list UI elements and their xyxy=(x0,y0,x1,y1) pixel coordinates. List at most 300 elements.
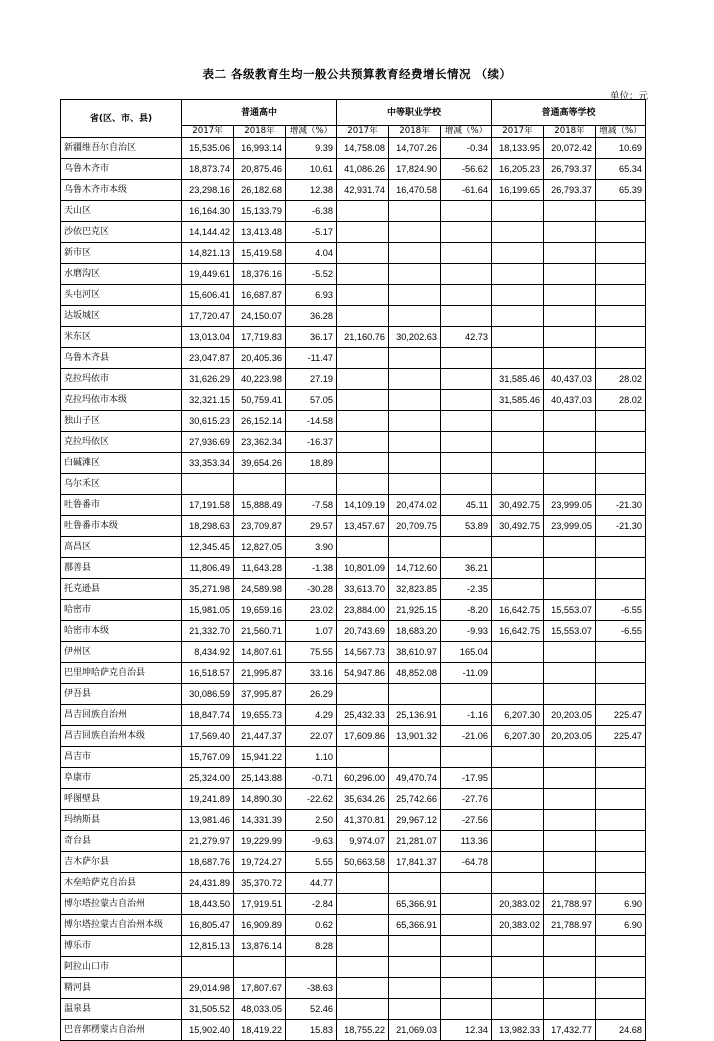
he-change-cell xyxy=(596,558,646,579)
hs-change-cell: 15.83 xyxy=(286,1020,337,1041)
he-2017-cell: 16,642.75 xyxy=(492,621,544,642)
hs-change-cell: 27.19 xyxy=(286,369,337,390)
voc-change-cell: -61.64 xyxy=(441,180,492,201)
voc-2017-cell: 18,755.22 xyxy=(337,1020,389,1041)
table-row xyxy=(61,411,646,432)
table-row xyxy=(61,705,646,726)
table-row xyxy=(61,348,646,369)
voc-2018-cell: 65,366.91 xyxy=(389,915,441,936)
hs-2018-cell: 17,807.67 xyxy=(234,978,286,999)
voc-2017-cell xyxy=(337,537,389,558)
hs-change-cell: 2.50 xyxy=(286,810,337,831)
voc-2018-cell xyxy=(389,306,441,327)
hs-2018-cell: 19,229.99 xyxy=(234,831,286,852)
he-change-cell xyxy=(596,789,646,810)
he-2017-cell xyxy=(492,558,544,579)
hs-2018-cell xyxy=(234,957,286,978)
he-2018-cell xyxy=(544,327,596,348)
voc-2018-cell: 17,841.37 xyxy=(389,852,441,873)
voc-change-cell xyxy=(441,390,492,411)
he-2018-cell xyxy=(544,285,596,306)
region-name-cell: 呼图壁县 xyxy=(61,789,182,810)
voc-change-cell: -0.34 xyxy=(441,138,492,159)
he-2017-cell xyxy=(492,579,544,600)
hs-change-cell: -9.63 xyxy=(286,831,337,852)
region-name-cell: 昌吉市 xyxy=(61,747,182,768)
table-row xyxy=(61,558,646,579)
he-change-cell xyxy=(596,936,646,957)
hs-change-cell: 23.02 xyxy=(286,600,337,621)
hs-2018-cell: 13,413.48 xyxy=(234,222,286,243)
voc-2017-cell: 10,801.09 xyxy=(337,558,389,579)
sub-header-change: 增减（%） xyxy=(596,126,646,138)
he-2017-cell xyxy=(492,243,544,264)
he-2018-cell xyxy=(544,831,596,852)
voc-2018-cell xyxy=(389,222,441,243)
he-change-cell xyxy=(596,432,646,453)
hs-2017-cell: 18,298.63 xyxy=(182,516,234,537)
voc-2018-cell xyxy=(389,957,441,978)
voc-change-cell xyxy=(441,873,492,894)
he-2017-cell xyxy=(492,852,544,873)
voc-2017-cell xyxy=(337,222,389,243)
hs-2017-cell: 12,815.13 xyxy=(182,936,234,957)
he-2017-cell xyxy=(492,285,544,306)
region-name-cell: 独山子区 xyxy=(61,411,182,432)
voc-change-cell: -2.35 xyxy=(441,579,492,600)
table-row xyxy=(61,327,646,348)
voc-change-cell xyxy=(441,999,492,1020)
he-2017-cell xyxy=(492,684,544,705)
region-name-cell: 吐鲁番市 xyxy=(61,495,182,516)
hs-change-cell: 75.55 xyxy=(286,642,337,663)
he-2018-cell xyxy=(544,348,596,369)
voc-2018-cell: 20,474.02 xyxy=(389,495,441,516)
hs-change-cell: 3.90 xyxy=(286,537,337,558)
he-2018-cell xyxy=(544,810,596,831)
table-row xyxy=(61,306,646,327)
voc-2017-cell xyxy=(337,348,389,369)
he-2018-cell xyxy=(544,747,596,768)
voc-2018-cell xyxy=(389,390,441,411)
hs-2018-cell: 15,133.79 xyxy=(234,201,286,222)
he-2018-cell xyxy=(544,264,596,285)
sub-header-change: 增减（%） xyxy=(286,126,337,138)
voc-2017-cell: 42,931.74 xyxy=(337,180,389,201)
hs-2017-cell: 24,431.89 xyxy=(182,873,234,894)
hs-2017-cell: 16,805.47 xyxy=(182,915,234,936)
he-2017-cell: 13,982.33 xyxy=(492,1020,544,1041)
hs-2018-cell: 23,362.34 xyxy=(234,432,286,453)
he-2017-cell xyxy=(492,264,544,285)
voc-2017-cell xyxy=(337,894,389,915)
voc-2017-cell xyxy=(337,936,389,957)
hs-2018-cell: 21,995.87 xyxy=(234,663,286,684)
he-2017-cell xyxy=(492,768,544,789)
voc-2017-cell: 33,613.70 xyxy=(337,579,389,600)
region-column-header: 省(区、市、县) xyxy=(61,100,182,138)
voc-2017-cell xyxy=(337,999,389,1020)
hs-2017-cell: 35,271.98 xyxy=(182,579,234,600)
he-2018-cell xyxy=(544,243,596,264)
hs-2018-cell: 16,687.87 xyxy=(234,285,286,306)
table-row xyxy=(61,978,646,999)
hs-2017-cell: 27,936.69 xyxy=(182,432,234,453)
voc-2018-cell: 14,707.26 xyxy=(389,138,441,159)
he-2018-cell xyxy=(544,684,596,705)
he-2018-cell xyxy=(544,789,596,810)
hs-change-cell: 4.29 xyxy=(286,705,337,726)
hs-2017-cell: 19,241.89 xyxy=(182,789,234,810)
voc-change-cell xyxy=(441,684,492,705)
voc-2018-cell xyxy=(389,999,441,1020)
voc-change-cell xyxy=(441,432,492,453)
he-2018-cell xyxy=(544,201,596,222)
region-name-cell: 哈密市本级 xyxy=(61,621,182,642)
he-change-cell xyxy=(596,474,646,495)
he-2018-cell xyxy=(544,558,596,579)
hs-2017-cell: 15,606.41 xyxy=(182,285,234,306)
voc-2018-cell xyxy=(389,873,441,894)
hs-2017-cell: 25,324.00 xyxy=(182,768,234,789)
hs-2018-cell: 19,655.73 xyxy=(234,705,286,726)
hs-2018-cell: 18,419.22 xyxy=(234,1020,286,1041)
he-change-cell: -21.30 xyxy=(596,495,646,516)
he-change-cell xyxy=(596,642,646,663)
hs-change-cell: -7.58 xyxy=(286,495,337,516)
he-2018-cell xyxy=(544,873,596,894)
he-2017-cell: 20,383.02 xyxy=(492,894,544,915)
table-row xyxy=(61,159,646,180)
voc-2017-cell: 41,086.26 xyxy=(337,159,389,180)
he-change-cell: 6.90 xyxy=(596,894,646,915)
hs-2017-cell: 18,443.50 xyxy=(182,894,234,915)
table-row xyxy=(61,789,646,810)
sub-header-2017: 2017年 xyxy=(182,126,234,138)
table-row xyxy=(61,285,646,306)
hs-2017-cell: 30,615.23 xyxy=(182,411,234,432)
table-row xyxy=(61,621,646,642)
voc-2017-cell xyxy=(337,453,389,474)
hs-change-cell: 9.39 xyxy=(286,138,337,159)
region-name-cell: 伊州区 xyxy=(61,642,182,663)
region-name-cell: 克拉玛依市本级 xyxy=(61,390,182,411)
he-2017-cell xyxy=(492,999,544,1020)
sub-header-2017: 2017年 xyxy=(337,126,389,138)
he-change-cell xyxy=(596,684,646,705)
hs-2018-cell: 17,719.83 xyxy=(234,327,286,348)
he-change-cell xyxy=(596,873,646,894)
voc-2017-cell: 35,634.26 xyxy=(337,789,389,810)
he-2017-cell xyxy=(492,537,544,558)
he-2018-cell: 23,999.05 xyxy=(544,516,596,537)
table-row xyxy=(61,432,646,453)
table-row xyxy=(61,726,646,747)
region-name-cell: 鄯善县 xyxy=(61,558,182,579)
voc-change-cell: 53.89 xyxy=(441,516,492,537)
he-2018-cell xyxy=(544,936,596,957)
region-name-cell: 巴里坤哈萨克自治县 xyxy=(61,663,182,684)
voc-change-cell xyxy=(441,264,492,285)
table-row xyxy=(61,642,646,663)
voc-2017-cell xyxy=(337,957,389,978)
voc-change-cell: 45.11 xyxy=(441,495,492,516)
voc-change-cell: -56.62 xyxy=(441,159,492,180)
hs-2018-cell: 15,941.22 xyxy=(234,747,286,768)
voc-2017-cell: 25,432.33 xyxy=(337,705,389,726)
hs-change-cell: -5.17 xyxy=(286,222,337,243)
hs-2017-cell: 14,821.13 xyxy=(182,243,234,264)
hs-2018-cell: 15,888.49 xyxy=(234,495,286,516)
region-name-cell: 克拉玛依区 xyxy=(61,432,182,453)
he-2018-cell: 20,203.05 xyxy=(544,726,596,747)
voc-2018-cell xyxy=(389,243,441,264)
he-2018-cell xyxy=(544,222,596,243)
voc-change-cell xyxy=(441,243,492,264)
unit-label: 单位：元 xyxy=(609,91,648,102)
hs-change-cell: 4.04 xyxy=(286,243,337,264)
he-2018-cell: 15,553.07 xyxy=(544,600,596,621)
he-2018-cell: 15,553.07 xyxy=(544,621,596,642)
voc-2017-cell: 14,567.73 xyxy=(337,642,389,663)
he-2017-cell xyxy=(492,810,544,831)
voc-change-cell xyxy=(441,747,492,768)
voc-2018-cell xyxy=(389,264,441,285)
he-2018-cell xyxy=(544,663,596,684)
he-2017-cell: 16,199.65 xyxy=(492,180,544,201)
hs-2018-cell: 37,995.87 xyxy=(234,684,286,705)
he-2017-cell xyxy=(492,474,544,495)
voc-2017-cell: 20,743.69 xyxy=(337,621,389,642)
region-name-cell: 巴音郭楞蒙古自治州 xyxy=(61,1020,182,1041)
region-name-cell: 白碱滩区 xyxy=(61,453,182,474)
voc-change-cell: 36.21 xyxy=(441,558,492,579)
group-header-high-school: 普通高中 xyxy=(182,100,337,126)
he-change-cell xyxy=(596,810,646,831)
voc-2017-cell xyxy=(337,873,389,894)
he-2018-cell xyxy=(544,852,596,873)
table-row xyxy=(61,663,646,684)
he-2018-cell xyxy=(544,579,596,600)
voc-2017-cell xyxy=(337,474,389,495)
he-change-cell: 10.69 xyxy=(596,138,646,159)
voc-change-cell xyxy=(441,915,492,936)
hs-2017-cell: 21,332.70 xyxy=(182,621,234,642)
table-row xyxy=(61,243,646,264)
hs-change-cell: 5.55 xyxy=(286,852,337,873)
hs-2017-cell: 17,191.58 xyxy=(182,495,234,516)
he-2018-cell xyxy=(544,411,596,432)
voc-change-cell: -27.76 xyxy=(441,789,492,810)
voc-2018-cell xyxy=(389,369,441,390)
he-change-cell: 6.90 xyxy=(596,915,646,936)
hs-2017-cell: 13,013.04 xyxy=(182,327,234,348)
hs-change-cell: -5.52 xyxy=(286,264,337,285)
he-2017-cell: 6,207.30 xyxy=(492,726,544,747)
table-row xyxy=(61,915,646,936)
voc-2017-cell xyxy=(337,978,389,999)
he-change-cell xyxy=(596,747,646,768)
he-2017-cell xyxy=(492,642,544,663)
he-2018-cell: 40,437.03 xyxy=(544,369,596,390)
voc-2018-cell xyxy=(389,201,441,222)
he-change-cell: -6.55 xyxy=(596,621,646,642)
he-change-cell: 65.34 xyxy=(596,159,646,180)
voc-2017-cell xyxy=(337,411,389,432)
voc-change-cell xyxy=(441,411,492,432)
region-name-cell: 昌吉回族自治州本级 xyxy=(61,726,182,747)
voc-2018-cell: 30,202.63 xyxy=(389,327,441,348)
hs-2018-cell: 39,654.26 xyxy=(234,453,286,474)
hs-2017-cell: 16,164.30 xyxy=(182,201,234,222)
hs-change-cell: 26.29 xyxy=(286,684,337,705)
hs-2018-cell: 24,150.07 xyxy=(234,306,286,327)
region-name-cell: 伊吾县 xyxy=(61,684,182,705)
he-change-cell: -6.55 xyxy=(596,600,646,621)
he-change-cell xyxy=(596,768,646,789)
hs-change-cell: 22.07 xyxy=(286,726,337,747)
hs-2017-cell: 18,847.74 xyxy=(182,705,234,726)
he-change-cell xyxy=(596,579,646,600)
hs-change-cell: 29.57 xyxy=(286,516,337,537)
he-2017-cell xyxy=(492,873,544,894)
he-2018-cell xyxy=(544,999,596,1020)
hs-2017-cell: 17,720.47 xyxy=(182,306,234,327)
he-change-cell: -21.30 xyxy=(596,516,646,537)
voc-2018-cell: 48,852.08 xyxy=(389,663,441,684)
hs-2017-cell: 17,569.40 xyxy=(182,726,234,747)
table-title: 表二 各级教育生均一般公共预算教育经费增长情况 （续） xyxy=(202,67,512,81)
he-2017-cell xyxy=(492,327,544,348)
hs-2017-cell: 14,144.42 xyxy=(182,222,234,243)
region-name-cell: 博尔塔拉蒙古自治州本级 xyxy=(61,915,182,936)
voc-2018-cell xyxy=(389,348,441,369)
table-body xyxy=(61,138,646,1041)
region-name-cell: 木垒哈萨克自治县 xyxy=(61,873,182,894)
he-change-cell xyxy=(596,264,646,285)
table-row xyxy=(61,810,646,831)
hs-change-cell xyxy=(286,957,337,978)
voc-2018-cell: 21,281.07 xyxy=(389,831,441,852)
he-2017-cell xyxy=(492,201,544,222)
table-row xyxy=(61,222,646,243)
voc-change-cell xyxy=(441,936,492,957)
table-row xyxy=(61,264,646,285)
he-change-cell: 28.02 xyxy=(596,369,646,390)
hs-2018-cell: 13,876.14 xyxy=(234,936,286,957)
voc-2017-cell: 14,758.08 xyxy=(337,138,389,159)
he-change-cell xyxy=(596,306,646,327)
region-name-cell: 玛纳斯县 xyxy=(61,810,182,831)
voc-2018-cell xyxy=(389,978,441,999)
he-2017-cell xyxy=(492,957,544,978)
hs-2017-cell: 15,767.09 xyxy=(182,747,234,768)
table-row xyxy=(61,894,646,915)
hs-2018-cell: 15,419.58 xyxy=(234,243,286,264)
voc-change-cell xyxy=(441,978,492,999)
voc-2017-cell xyxy=(337,243,389,264)
hs-2018-cell: 12,827.05 xyxy=(234,537,286,558)
voc-change-cell xyxy=(441,894,492,915)
region-name-cell: 吉木萨尔县 xyxy=(61,852,182,873)
voc-2018-cell xyxy=(389,474,441,495)
voc-2017-cell: 23,884.00 xyxy=(337,600,389,621)
table-row xyxy=(61,600,646,621)
voc-2017-cell: 14,109.19 xyxy=(337,495,389,516)
voc-2017-cell: 17,609.86 xyxy=(337,726,389,747)
region-name-cell: 托克逊县 xyxy=(61,579,182,600)
voc-change-cell: -21.06 xyxy=(441,726,492,747)
voc-2017-cell: 41,370.81 xyxy=(337,810,389,831)
he-2018-cell: 17,432.77 xyxy=(544,1020,596,1041)
he-change-cell xyxy=(596,957,646,978)
voc-2017-cell: 50,663.58 xyxy=(337,852,389,873)
table-row xyxy=(61,390,646,411)
region-name-cell: 博尔塔拉蒙古自治州 xyxy=(61,894,182,915)
voc-change-cell: -9.93 xyxy=(441,621,492,642)
region-name-cell: 米东区 xyxy=(61,327,182,348)
table-row xyxy=(61,1020,646,1041)
hs-change-cell: 36.17 xyxy=(286,327,337,348)
voc-change-cell xyxy=(441,474,492,495)
voc-2018-cell xyxy=(389,453,441,474)
voc-change-cell xyxy=(441,369,492,390)
hs-2018-cell: 26,152.14 xyxy=(234,411,286,432)
he-2018-cell xyxy=(544,474,596,495)
hs-2017-cell: 15,535.06 xyxy=(182,138,234,159)
group-header-higher-ed: 普通高等学校 xyxy=(492,100,646,126)
hs-2017-cell: 23,047.87 xyxy=(182,348,234,369)
hs-2018-cell: 21,447.37 xyxy=(234,726,286,747)
he-2018-cell: 26,793.37 xyxy=(544,159,596,180)
voc-2018-cell: 38,610.97 xyxy=(389,642,441,663)
region-name-cell: 达坂城区 xyxy=(61,306,182,327)
voc-2018-cell: 21,925.15 xyxy=(389,600,441,621)
hs-2017-cell: 15,981.05 xyxy=(182,600,234,621)
hs-2017-cell: 16,518.57 xyxy=(182,663,234,684)
he-2018-cell: 26,793.37 xyxy=(544,180,596,201)
table-row xyxy=(61,936,646,957)
region-name-cell: 阿拉山口市 xyxy=(61,957,182,978)
sub-header-2018: 2018年 xyxy=(389,126,441,138)
hs-2017-cell: 18,687.76 xyxy=(182,852,234,873)
hs-2018-cell: 16,909.89 xyxy=(234,915,286,936)
group-header-vocational: 中等职业学校 xyxy=(337,100,492,126)
he-2018-cell xyxy=(544,453,596,474)
he-change-cell xyxy=(596,663,646,684)
table-row xyxy=(61,684,646,705)
hs-change-cell: 57.05 xyxy=(286,390,337,411)
voc-2017-cell: 21,160.76 xyxy=(337,327,389,348)
table-row xyxy=(61,831,646,852)
he-change-cell xyxy=(596,453,646,474)
he-2017-cell xyxy=(492,432,544,453)
he-2017-cell: 18,133.95 xyxy=(492,138,544,159)
he-change-cell xyxy=(596,222,646,243)
hs-2017-cell: 15,902.40 xyxy=(182,1020,234,1041)
voc-change-cell xyxy=(441,453,492,474)
education-funding-table xyxy=(60,99,646,1041)
hs-2017-cell: 31,626.29 xyxy=(182,369,234,390)
table-row xyxy=(61,957,646,978)
voc-2018-cell: 16,470.58 xyxy=(389,180,441,201)
hs-change-cell: 33.16 xyxy=(286,663,337,684)
he-2018-cell xyxy=(544,306,596,327)
he-2018-cell xyxy=(544,957,596,978)
hs-2017-cell: 21,279.97 xyxy=(182,831,234,852)
hs-change-cell xyxy=(286,474,337,495)
voc-change-cell: -11.09 xyxy=(441,663,492,684)
